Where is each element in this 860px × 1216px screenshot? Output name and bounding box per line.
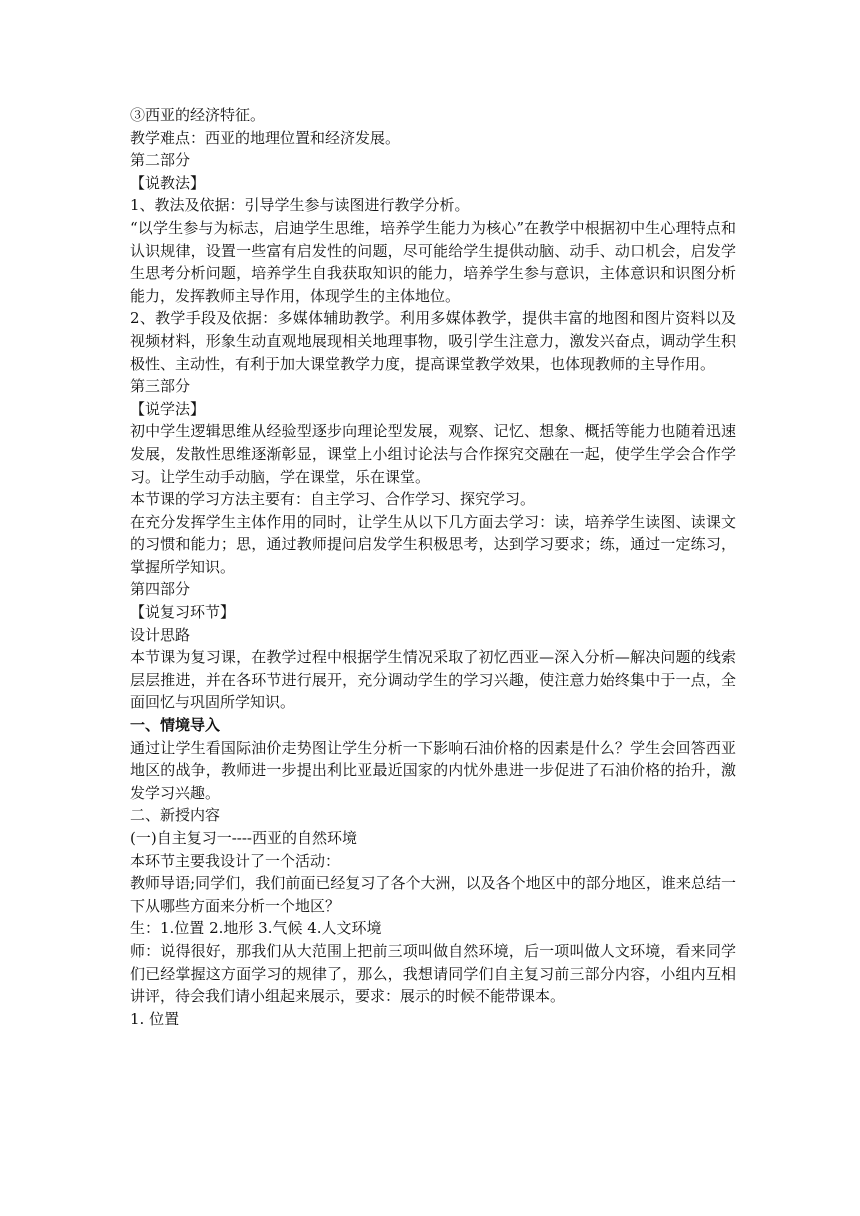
section-heading-review-process: 【说复习环节】 (130, 603, 236, 622)
section-heading-new-content: 二、新授内容 (130, 806, 221, 825)
section-heading-scenario-intro: 一、情境导入 (130, 716, 221, 735)
paragraph-teacher-guidance: 教师导语;同学们，我们前面已经复习了各个大洲，以及各个地区中的部分地区，谁来总结一下从哪些方面来分析一个地区？ (130, 874, 736, 915)
section-heading-part-four: 第四部分 (130, 580, 191, 599)
paragraph-teacher-response: 师：说得很好，那我们从大范围上把前三项叫做自然环境，后一项叫做人文环境，看来同学们已经掌握这方面学习的规律了，那么，我想请同学们自主复习前三部分内容，小组内互相讲评，待会我们请小组起来展示，要求：展示的时候不能带课本。 (130, 941, 736, 1006)
paragraph-student-thinking: 初中学生逻辑思维从经验型逐步向理论型发展，观察、记忆、想象、概括等能力也随着迅速发展，发散性思维逐渐彰显，课堂上小组讨论法与合作探究交融在一起，使学生学会合作学习。让学生动手动脑，学在课堂，乐在课堂。 (130, 422, 736, 486)
paragraph-method-basis: 1、教法及依据：引导学生参与读图进行教学分析。 (130, 196, 470, 215)
document-page (130, 104, 736, 1030)
paragraph-student-role: 在充分发挥学生主体作用的同时，让学生从以下几方面去学习：读，培养学生读图、读课文的习惯和能力；思，通过教师提问启发学生积极思考，达到学习要求；练，通过一定练习，掌握所学知识。 (130, 512, 736, 576)
paragraph-activity-design: 本环节主要我设计了一个活动： (130, 851, 341, 870)
section-heading-teaching-method: 【说教法】 (130, 173, 206, 192)
section-heading-learning-method: 【说学法】 (130, 399, 206, 418)
paragraph-oil-price-intro: 通过让学生看国际油价走势图让学生分析一下影响石油价格的因素是什么？学生会回答西亚地区的战争，教师进一步提出利比亚最近国家的内忧外患进一步促进了石油价格的抬升，激发学习兴趣。 (130, 738, 736, 802)
section-heading-design-idea: 设计思路 (130, 625, 191, 644)
subheading-self-review-one: (一)自主复习一----西亚的自然环境 (130, 829, 357, 847)
paragraph-economic-features: ③西亚的经济特征。 (130, 106, 266, 124)
paragraph-teaching-difficulty: 教学难点：西亚的地理位置和经济发展。 (130, 128, 401, 147)
subheading-location: 1. 位置 (130, 1009, 180, 1028)
paragraph-design-idea: 本节课为复习课，在教学过程中根据学生情况采取了初忆西亚—深入分析—解决问题的线索层层推进，并在各环节进行展开，充分调动学生的学习兴趣，使注意力始终集中于一点，全面回忆与巩固所学知识。 (130, 648, 736, 712)
paragraph-student-participation: “以学生参与为标志，启迪学生思维，培养学生能力为核心”在教学中根据初中生心理特点和认识规律，设置一些富有启发性的问题，尽可能给学生提供动脑、动手、动口机会，启发学生思考分析问题，培养学生自我获取知识的能力，培养学生参与意识，主体意识和识图分析能力，发挥教师主导作用，体现学生的主体地位。 (130, 218, 736, 305)
paragraph-multimedia-teaching: 2、教学手段及依据：多媒体辅助教学。利用多媒体教学，提供丰富的地图和图片资料以及视频材料，形象生动直观地展现相关地理事物，吸引学生注意力，激发兴奋点，调动学生积极性、主动性，有利于加大课堂教学力度，提高课堂教学效果，也体现教师的主导作用。 (130, 309, 736, 373)
paragraph-student-answer: 生：1.位置 2.地形 3.气候 4.人文环境 (130, 919, 382, 938)
section-heading-part-two: 第二部分 (130, 151, 191, 170)
section-heading-part-three: 第三部分 (130, 377, 191, 396)
paragraph-learning-methods: 本节课的学习方法主要有：自主学习、合作学习、探究学习。 (130, 490, 536, 509)
